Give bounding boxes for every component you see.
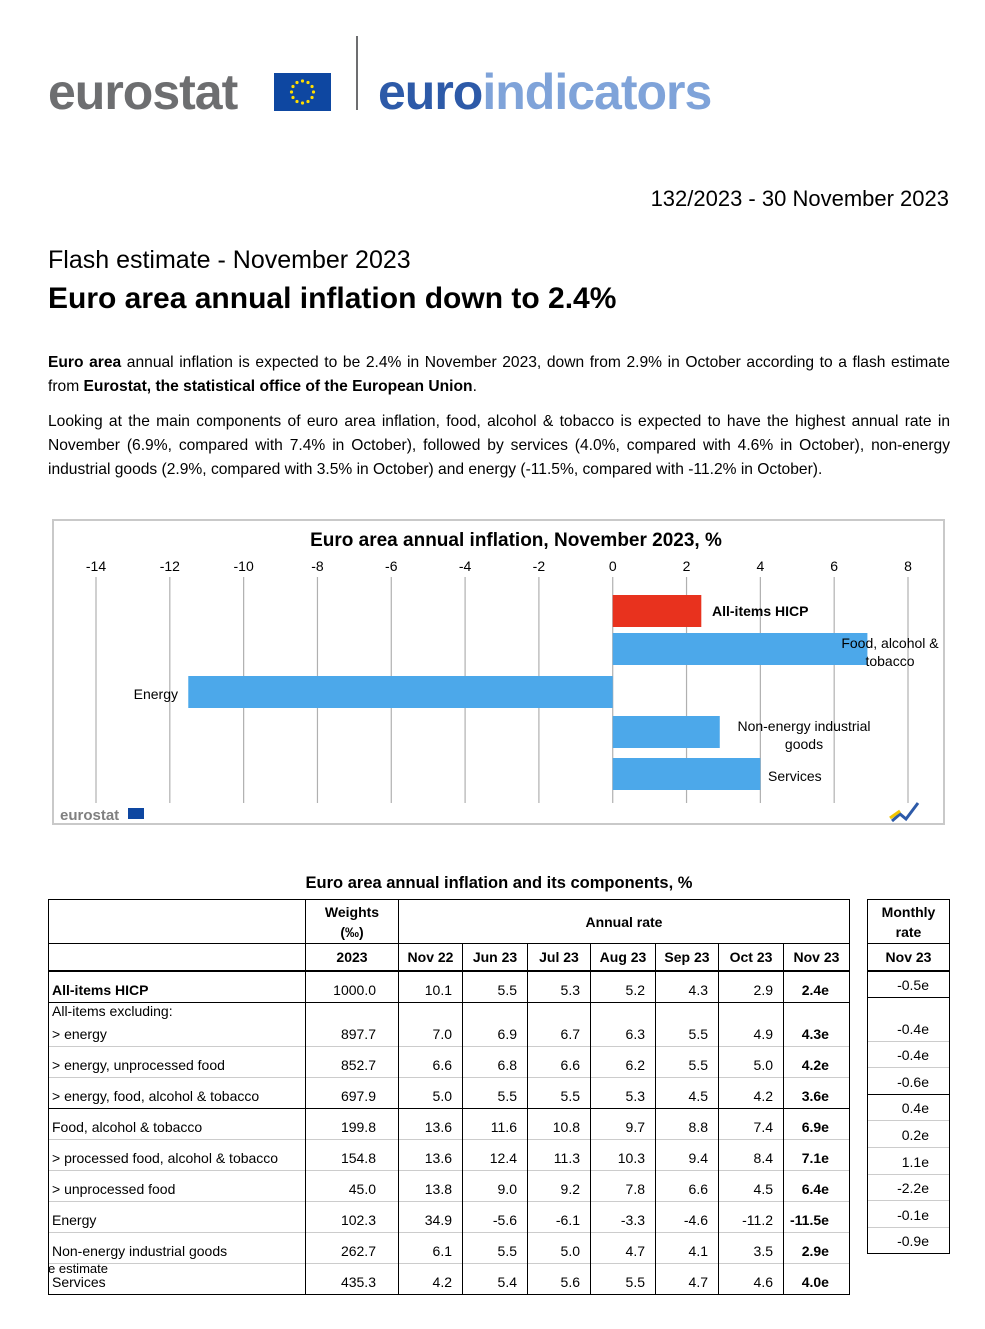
monthly-row	[868, 1068, 950, 1095]
row-label-text: Services	[52, 1274, 106, 1290]
rate-cell: 7.0	[399, 1003, 463, 1047]
row-label	[49, 1078, 306, 1109]
row-label-text: > energy, food, alcohol & tobacco	[52, 1088, 260, 1104]
monthly-cell: 0.4e	[868, 1094, 950, 1121]
row-label-text: > processed food, alcohol & tobacco	[52, 1150, 279, 1166]
monthly-row	[868, 1041, 950, 1068]
rate-cell: 5.2	[591, 971, 656, 1003]
rate-cell: -11.5e	[784, 1202, 850, 1233]
inflation-chart	[52, 519, 945, 825]
x-tick-label: 4	[756, 558, 765, 574]
star-icon	[290, 90, 293, 93]
bar-services	[613, 758, 761, 790]
rate-cell: 5.0	[719, 1047, 784, 1078]
rate-cell: 5.5	[591, 1264, 656, 1295]
rate-cell: 4.5	[656, 1078, 719, 1109]
row-label-text: Energy	[52, 1212, 97, 1228]
rate-cell: 6.9	[463, 1003, 528, 1047]
bar-label: All-items HICP	[712, 603, 809, 619]
bar-non-energy-industrial	[613, 716, 720, 748]
svg-text:eurostat: eurostat	[60, 807, 120, 823]
bar-energy	[188, 676, 612, 708]
monthly-cell: 0.2e	[868, 1121, 950, 1148]
row-label-text: Non-energy industrial goods	[52, 1243, 228, 1259]
rate-cell: 9.4	[656, 1140, 719, 1171]
weight-cell: 897.7	[306, 1003, 399, 1047]
rate-cell: 9.2	[528, 1171, 591, 1202]
row-label-text: Food, alcohol & tobacco	[52, 1119, 203, 1135]
paragraph-segment: annual inflation is expected to be 2.4% in November 2023, down from 2.9% in October according to a flash estimate from	[48, 354, 950, 395]
rate-cell: 6.8	[463, 1047, 528, 1078]
star-icon	[295, 81, 298, 84]
row-label	[49, 1003, 306, 1047]
euroindicators-check-icon	[890, 803, 918, 821]
footnote: e estimate	[48, 1261, 108, 1276]
bar-label-line2: tobacco	[865, 653, 915, 669]
rate-cell: 5.4	[463, 1264, 528, 1295]
eu-flag-icon	[274, 73, 331, 111]
monthly-row	[868, 1174, 950, 1201]
monthly-cell: -0.6e	[868, 1068, 950, 1095]
rate-cell: 8.4	[719, 1140, 784, 1171]
star-icon	[310, 96, 313, 99]
star-icon	[310, 85, 313, 88]
rate-cell: 5.6	[528, 1264, 591, 1295]
x-tick-label: -12	[159, 558, 180, 574]
weight-cell: 1000.0	[306, 971, 399, 1003]
monthly-row	[868, 1121, 950, 1148]
rate-cell: 6.1	[399, 1233, 463, 1264]
page-title: Euro area annual inflation down to 2.4%	[48, 282, 617, 315]
bar-label: Food, alcohol &	[841, 635, 939, 651]
weight-cell: 262.7	[306, 1233, 399, 1264]
table-row	[49, 1264, 850, 1295]
weight-cell: 852.7	[306, 1047, 399, 1078]
table-row	[49, 971, 850, 1003]
x-tick-label: -2	[532, 558, 546, 574]
row-label	[49, 1202, 306, 1233]
x-tick-label: 8	[904, 558, 912, 574]
rate-cell: -5.6	[463, 1202, 528, 1233]
weight-cell: 154.8	[306, 1140, 399, 1171]
period-blank	[49, 944, 306, 972]
bar-all-items-hicp	[613, 595, 702, 627]
rate-cell: 5.3	[591, 1078, 656, 1109]
rate-cell: 3.6e	[784, 1078, 850, 1109]
star-icon	[312, 90, 315, 93]
star-icon	[291, 85, 294, 88]
rate-cell: 6.9e	[784, 1109, 850, 1140]
logo-separator	[356, 36, 358, 110]
rate-cell: -4.6	[656, 1202, 719, 1233]
rate-cell: 6.6	[656, 1171, 719, 1202]
rate-cell: 5.3	[528, 971, 591, 1003]
monthly-row	[868, 1201, 950, 1228]
weight-cell: 199.8	[306, 1109, 399, 1140]
rate-cell: -3.3	[591, 1202, 656, 1233]
monthly-cell: -0.1e	[868, 1201, 950, 1228]
rate-cell: -11.2	[719, 1202, 784, 1233]
rate-cell: 5.5	[656, 1003, 719, 1047]
rate-cell: 6.6	[399, 1047, 463, 1078]
rate-cell: 6.2	[591, 1047, 656, 1078]
period-header: Aug 23	[591, 944, 656, 972]
rate-cell: 13.8	[399, 1171, 463, 1202]
row-label-text: > energy	[52, 1026, 107, 1042]
rate-cell: 11.6	[463, 1109, 528, 1140]
bar-label-line2: goods	[784, 736, 824, 752]
rate-cell: 4.2e	[784, 1047, 850, 1078]
monthly-row	[868, 1147, 950, 1174]
annual-rate-header: Annual rate	[399, 900, 850, 944]
period-header: Nov 23	[784, 944, 850, 972]
rate-cell: 2.9	[719, 971, 784, 1003]
intro-paragraph	[48, 351, 950, 399]
rate-cell: 34.9	[399, 1202, 463, 1233]
paragraph-segment: Euro area	[48, 354, 122, 371]
row-label-text: > unprocessed food	[52, 1181, 176, 1197]
weights-year: 2023	[306, 944, 399, 972]
star-icon	[291, 96, 294, 99]
paragraph-segment: .	[472, 378, 477, 395]
row-label-text: All-items HICP	[52, 982, 149, 998]
rate-cell: 5.0	[528, 1233, 591, 1264]
period-header: Jul 23	[528, 944, 591, 972]
monthly-row	[868, 997, 950, 1041]
rate-cell: 4.0e	[784, 1264, 850, 1295]
star-icon	[295, 100, 298, 103]
inflation-chart-svg	[54, 521, 943, 823]
table-title: Euro area annual inflation and its components, %	[305, 874, 693, 892]
rate-cell: 4.3	[656, 971, 719, 1003]
monthly-cell: 1.1e	[868, 1147, 950, 1174]
components-paragraph: Looking at the main components of euro area inflation, food, alcohol & tobacco is expected to have the highest annual rate in November (6.9%, compared with 7.4% in October), followed by services (4.0%, compared with 4.6% in October), non-energy industrial goods (2.9%, compared with 3.5% in October) and energy (-11.5%, compared with -11.2% in October).	[48, 413, 950, 478]
monthly-cell: -0.4e	[868, 997, 950, 1041]
monthly-period-header: Nov 23	[868, 944, 950, 971]
bar-label: Non-energy industrial	[737, 718, 871, 734]
rate-cell: 13.6	[399, 1140, 463, 1171]
monthly-header: Monthly rate	[868, 900, 950, 944]
period-header: Jun 23	[463, 944, 528, 972]
rate-cell: 4.7	[591, 1233, 656, 1264]
monthly-rate-table	[867, 899, 950, 1254]
monthly-row	[868, 1227, 950, 1254]
x-tick-label: -14	[85, 558, 107, 574]
monthly-cell: -0.4e	[868, 1041, 950, 1068]
rate-cell: 6.7	[528, 1003, 591, 1047]
x-tick-label: -4	[458, 558, 472, 574]
release-number-date: 132/2023 - 30 November 2023	[650, 186, 949, 211]
star-icon	[306, 100, 309, 103]
monthly-row	[868, 1094, 950, 1121]
table-row	[49, 1078, 850, 1109]
rate-cell: 6.6	[528, 1047, 591, 1078]
row-label	[49, 1047, 306, 1078]
star-icon	[301, 79, 304, 82]
weight-cell: 697.9	[306, 1078, 399, 1109]
rate-cell: 4.5	[719, 1171, 784, 1202]
paragraph-segment: Eurostat, the statistical office of the European Union	[83, 378, 473, 395]
table-row	[49, 1003, 850, 1047]
rate-cell: 4.7	[656, 1264, 719, 1295]
table-row	[49, 1233, 850, 1264]
monthly-row	[868, 971, 950, 998]
rate-cell: 5.0	[399, 1078, 463, 1109]
table-row	[49, 1140, 850, 1171]
rate-cell: 7.8	[591, 1171, 656, 1202]
rate-cell: 5.5	[528, 1078, 591, 1109]
header-blank	[49, 900, 306, 944]
rate-cell: 5.5	[463, 1233, 528, 1264]
weight-cell: 45.0	[306, 1171, 399, 1202]
x-tick-label: -10	[233, 558, 254, 574]
weights-header: Weights (‰)	[306, 900, 399, 944]
period-header: Nov 22	[399, 944, 463, 972]
row-label	[49, 1140, 306, 1171]
eurostat-watermark	[60, 807, 144, 823]
bar-label: Services	[768, 768, 822, 784]
excluding-label: All-items excluding:	[52, 1003, 173, 1019]
table-row	[49, 1047, 850, 1078]
bar-food-alcohol	[613, 633, 868, 665]
rate-cell: 10.3	[591, 1140, 656, 1171]
components-table	[48, 899, 850, 1295]
rate-cell: 4.6	[719, 1264, 784, 1295]
rate-cell: -6.1	[528, 1202, 591, 1233]
table-row	[49, 1109, 850, 1140]
rate-cell: 6.3	[591, 1003, 656, 1047]
x-tick-label: 6	[830, 558, 839, 574]
rate-cell: 4.9	[719, 1003, 784, 1047]
rate-cell: 5.5	[463, 971, 528, 1003]
x-tick-label: 0	[608, 558, 617, 574]
table-row	[49, 1202, 850, 1233]
mini-eu-flag-icon	[128, 808, 144, 819]
rate-cell: 9.0	[463, 1171, 528, 1202]
monthly-cell: -0.5e	[868, 971, 950, 998]
rate-cell: 11.3	[528, 1140, 591, 1171]
rate-cell: 10.1	[399, 971, 463, 1003]
row-label-text: > energy, unprocessed food	[52, 1057, 225, 1073]
row-label	[49, 971, 306, 1003]
rate-cell: 3.5	[719, 1233, 784, 1264]
rate-cell: 2.9e	[784, 1233, 850, 1264]
rate-cell: 4.1	[656, 1233, 719, 1264]
row-label	[49, 1233, 306, 1264]
period-header: Oct 23	[719, 944, 784, 972]
euroindicators-logo-text: euroindicators	[378, 64, 712, 120]
star-icon	[301, 101, 304, 104]
weight-cell: 102.3	[306, 1202, 399, 1233]
table-row	[49, 1171, 850, 1202]
rate-cell: 10.8	[528, 1109, 591, 1140]
x-tick-label: -8	[311, 558, 324, 574]
rate-cell: 4.2	[719, 1078, 784, 1109]
weight-cell: 435.3	[306, 1264, 399, 1295]
period-header: Sep 23	[656, 944, 719, 972]
bar-label: Energy	[133, 686, 178, 702]
page-subtitle: Flash estimate - November 2023	[48, 246, 411, 274]
x-tick-label: 2	[682, 558, 691, 574]
rate-cell: 9.7	[591, 1109, 656, 1140]
rate-cell: 4.2	[399, 1264, 463, 1295]
rate-cell: 7.4	[719, 1109, 784, 1140]
rate-cell: 13.6	[399, 1109, 463, 1140]
star-icon	[306, 81, 309, 84]
rate-cell: 5.5	[656, 1047, 719, 1078]
rate-cell: 2.4e	[784, 971, 850, 1003]
rate-cell: 12.4	[463, 1140, 528, 1171]
row-label	[49, 1171, 306, 1202]
rate-cell: 5.5	[463, 1078, 528, 1109]
rate-cell: 8.8	[656, 1109, 719, 1140]
x-tick-label: -6	[385, 558, 398, 574]
rate-cell: 4.3e	[784, 1003, 850, 1047]
rate-cell: 6.4e	[784, 1171, 850, 1202]
monthly-cell: -0.9e	[868, 1227, 950, 1254]
row-label	[49, 1109, 306, 1140]
chart-title: Euro area annual inflation, November 2023, %	[310, 530, 722, 551]
monthly-cell: -2.2e	[868, 1174, 950, 1201]
rate-cell: 7.1e	[784, 1140, 850, 1171]
eurostat-logo-text: eurostat	[48, 64, 238, 120]
